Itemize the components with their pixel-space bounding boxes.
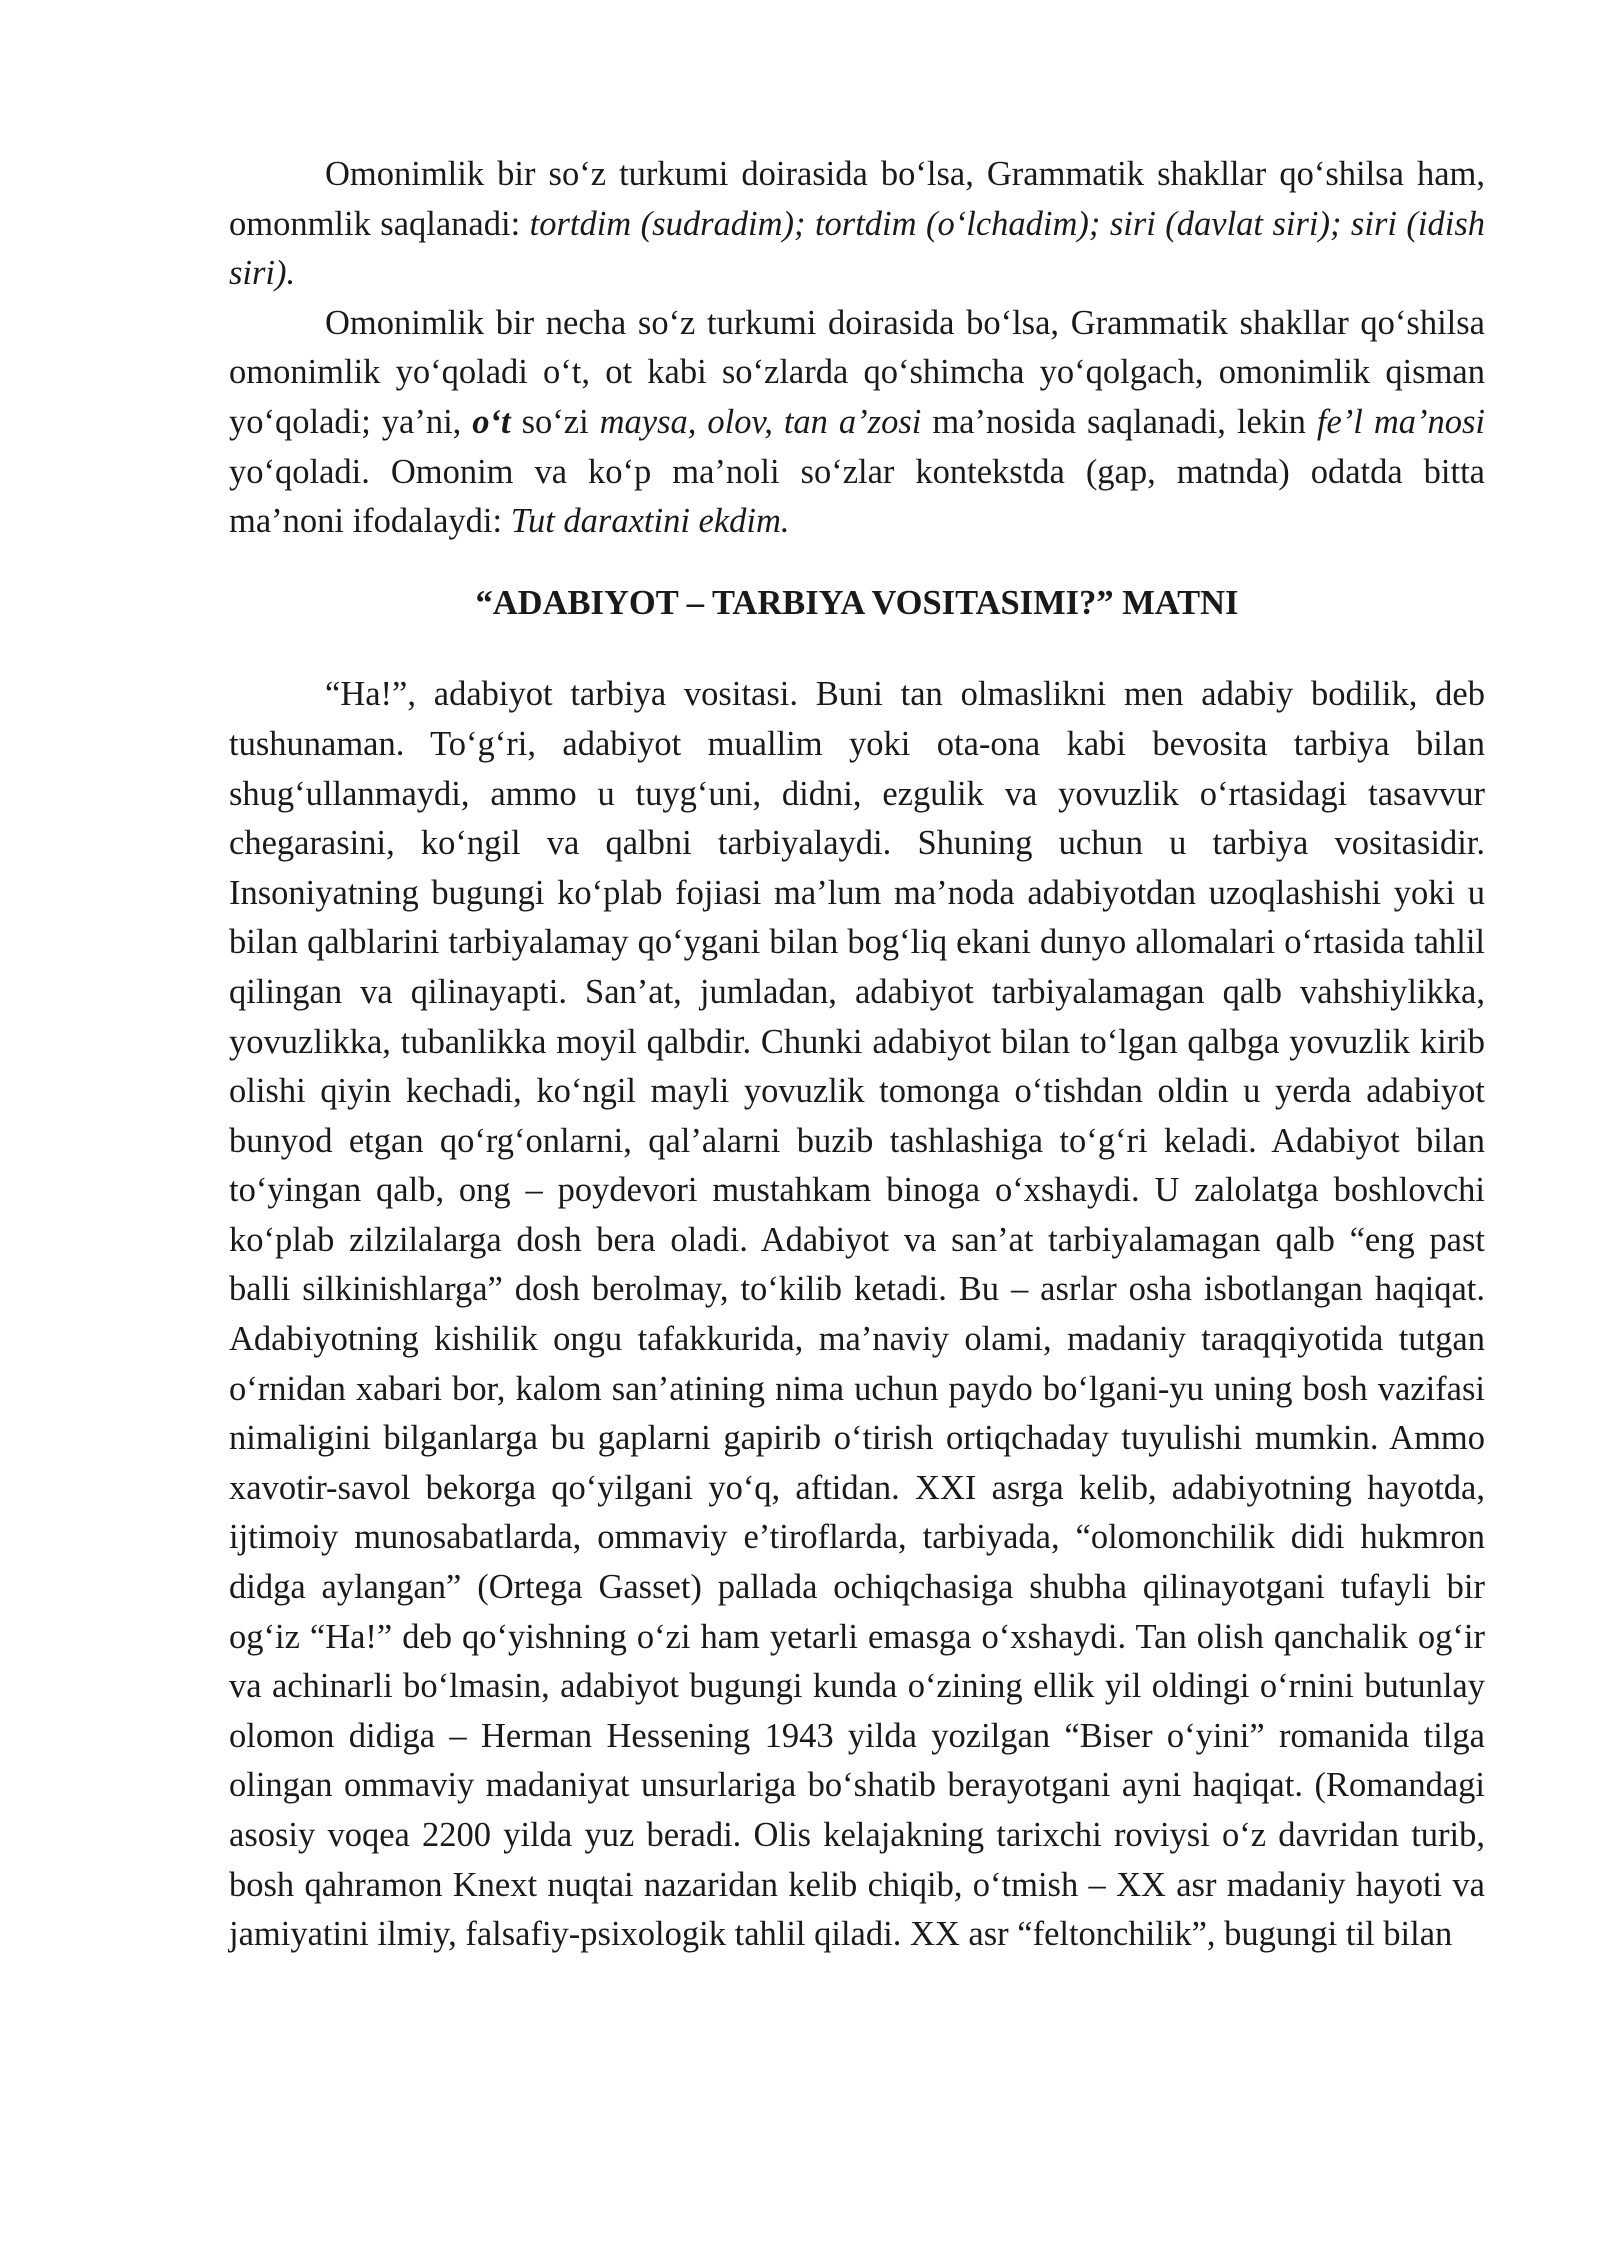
paragraph-omonimlik-1 — [229, 150, 1485, 299]
paragraph-text: Omonimlik bir so‘z turkumi doirasida bo‘lsa, Grammatik shakllar qo‘shilsa ham, omonmlik saqlanadi: — [229, 155, 1485, 243]
bold-italic-word: o‘t — [472, 402, 511, 441]
document-page — [229, 150, 1485, 1960]
paragraph-text: Omonimlik bir necha so‘z turkumi doirasida bo‘lsa, Grammatik shakllar qo‘shilsa omonimlik yo‘qoladi o‘t, ot kabi so‘zlarda qo‘shimcha yo‘qolgach, omonimlik qisman yo‘qoladi; ya’ni, — [229, 303, 1485, 441]
italic-meanings: maysa, olov, tan a’zosi — [599, 402, 922, 441]
paragraph-text: yo‘qoladi. Omonim va ko‘p ma’noli so‘zlar kontekstda (gap, matnda) odatda bitta ma’noni ifodalaydi: — [229, 452, 1485, 541]
paragraph-text: ma’nosida saqlanadi, lekin — [921, 402, 1317, 441]
italic-example: tortdim (sudradim); tortdim (o‘lchadim); siri (davlat siri); siri (idish siri). — [229, 204, 1485, 293]
italic-example-sentence: Tut daraxtini ekdim. — [510, 502, 790, 541]
section-heading: “ADABIYOT – TARBIYA VOSITASIMI?” MATNI — [475, 583, 1239, 622]
paragraph-omonimlik-2 — [229, 299, 1485, 547]
paragraph-matn: “Ha!”, adabiyot tarbiya vositasi. Buni tan olmaslikni men adabiy bodilik, deb tushunaman. To‘g‘ri, adabiyot muallim yoki ota-ona kabi bevosita tarbiya bilan shug‘ullanmaydi, ammo u tuyg‘uni, didni, ezgulik va yovuzlik o‘rtasidagi tasavvur chegarasini, ko‘ngil va qalbni tarbiyalaydi. Shuning uchun u tarbiya vositasidir. Insoniyatning bugungi ko‘plab fojiasi ma’lum ma’noda adabiyotdan uzoqlashishi yoki u bilan qalblarini tarbiyalamay qo‘ygani bilan bog‘liq ekani dunyo allomalari o‘rtasida tahlil qilingan va qilinayapti. San’at, jumladan, adabiyot tarbiyalamagan qalb vahshiylikka, yovuzlikka, tubanlikka moyil qalbdir. Chunki adabiyot bilan to‘lgan qalbga yovuzlik kirib olishi qiyin kechadi, ko‘ngil mayli yovuzlik tomonga o‘tishdan oldin u yerda adabiyot bunyod etgan qo‘rg‘onlarni, qal’alarni buzib tashlashiga to‘g‘ri keladi. Adabiyot bilan to‘yingan qalb, ong – poydevori mustahkam binoga o‘xshaydi. U zalolatga boshlovchi ko‘plab zilzilalarga dosh bera oladi. Adabiyot va san’at tarbiyalamagan qalb “eng past balli silkinishlarga” dosh berolmay, to‘kilib ketadi. Bu – asrlar osha isbotlangan haqiqat. Adabiyotning kishilik ongu tafakkurida, ma’naviy olami, madaniy taraqqiyotida tutgan o‘rnidan xabari bor, kalom san’atining nima uchun paydo bo‘lgani-yu uning bosh vazifasi nimaligini bilganlarga bu gaplarni gapirib o‘tirish ortiqchaday tuyulishi mumkin. Ammo xavotir-savol bekorga qo‘yilgani yo‘q, aftidan. XXI asrga kelib, adabiyotning hayotda, ijtimoiy munosabatlarda, ommaviy e’tiroflarda, tarbiyada, “olomonchilik didi hukmron didga aylangan” (Ortega Gasset) pallada ochiqchasiga shubha qilinayotgani tufayli bir og‘iz “Ha!” deb qo‘yishning o‘zi ham yetarli emasga o‘xshaydi. Tan olish qanchalik og‘ir va achinarli bo‘lmasin, adabiyot bugungi kunda o‘zining ellik yil oldingi o‘rnini butunlay olomon didiga – Herman Hessening 1943 yilda yozilgan “Biser o‘yini” romanida tilga olingan ommaviy madaniyat unsurlariga bo‘shatib berayotgani ayni haqiqat. (Romandagi asosiy voqea 2200 yilda yuz beradi. Olis kelajakning tarixchi roviysi o‘z davridan turib, bosh qahramon Knext nuqtai nazaridan kelib chiqib, o‘tmish – XX asr madaniy hayoti va jamiyatini ilmiy, falsafiy-psixologik tahlil qiladi. XX asr “feltonchilik”, bugungi til bilan — [229, 675, 1485, 1954]
italic-verb-meaning: fe’l ma’nosi — [1316, 402, 1485, 441]
paragraph-text: so‘zi — [510, 402, 600, 441]
